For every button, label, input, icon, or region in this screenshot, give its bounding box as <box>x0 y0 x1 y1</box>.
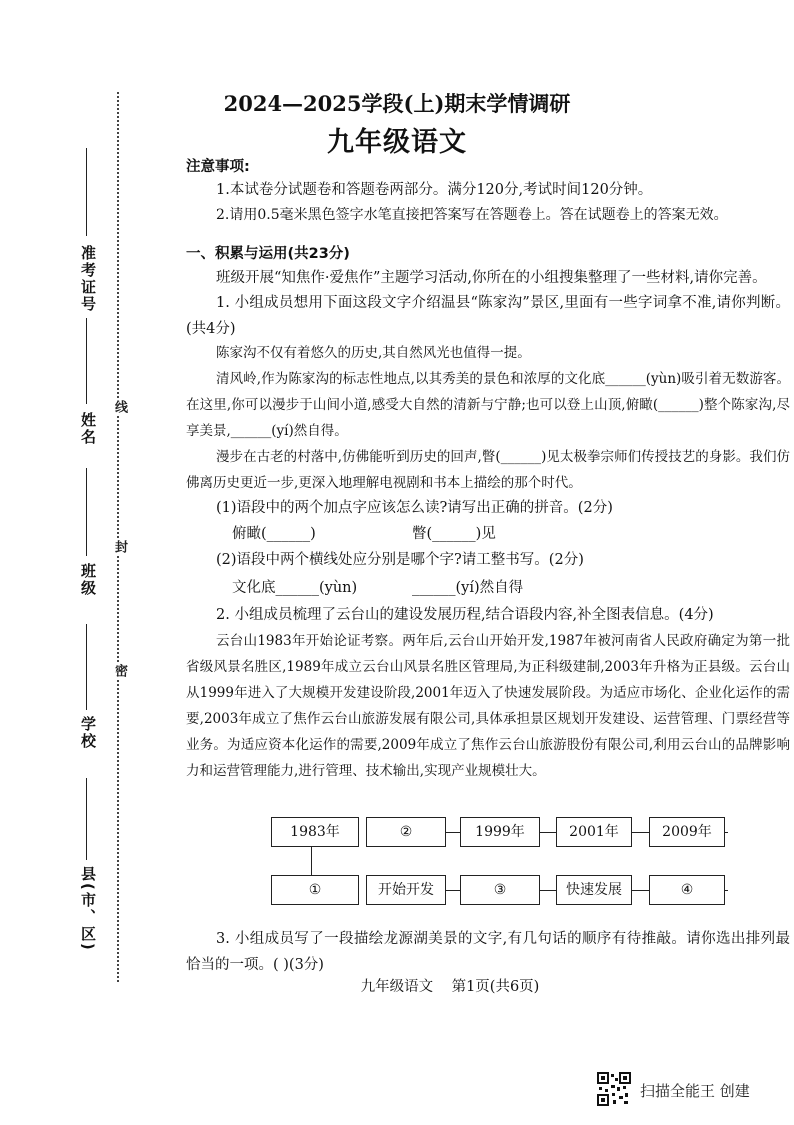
subquestion-1-blank-a: 俯瞰(______) <box>232 526 316 542</box>
timeline-top-box-2: ② <box>366 817 446 847</box>
section-heading: 一、积累与运用(共23分) <box>186 246 350 262</box>
timeline-top-box-4: 2001年 <box>556 817 632 847</box>
seal-mark-secret: 密 <box>112 664 127 677</box>
question-1: 1. 小组成员想用下面这段文字介绍温县“陈家沟”景区,里面有一些字词拿不准,请你判断。(共4分) <box>186 295 790 337</box>
subquestion-2-blank-a: 文化底______(yùn) <box>232 580 358 596</box>
qr-code-icon <box>597 1072 631 1106</box>
page-footer: 九年级语文 第1页(共6页) <box>360 979 540 995</box>
timeline-bottom-box-5: ④ <box>649 875 725 905</box>
timeline-bottom-box-2: 开始开发 <box>366 875 446 905</box>
timeline-top-box-1: 1983年 <box>271 817 359 847</box>
name-line <box>86 318 87 404</box>
timeline-top-box-3: 1999年 <box>460 817 540 847</box>
subquestion-2: (2)语段中两个横线处应分别是哪个字?请工整书写。(2分) <box>216 552 584 568</box>
exam-number-label: 准考证号 <box>79 245 97 313</box>
timeline-bottom-box-1: ① <box>271 875 359 905</box>
passage-paragraph-3: 漫步在古老的村落中,仿佛能听到历史的回声,瞥(______)见太极拳宗师们传授技艺的身影。我们仿佛离历史更近一步,更深入地理解电视剧和书本上描绘的那个时代。 <box>186 449 790 491</box>
question-3: 3. 小组成员写了一段描绘龙源湖美景的文字,有几句话的顺序有待推敲。请你选出排列最恰当的一项。( )(3分) <box>186 931 790 973</box>
subquestion-1: (1)语段中的两个加点字应该怎么读?请写出正确的拼音。(2分) <box>216 500 613 516</box>
seal-mark-seal: 封 <box>112 540 127 553</box>
binding-dotted-line <box>117 92 119 982</box>
name-label: 姓名 <box>79 412 97 446</box>
timeline-top-box-5: 2009年 <box>649 817 725 847</box>
subquestion-1-blank-b: 瞥(______)见 <box>412 526 496 542</box>
scanner-watermark: 扫描全能王 创建 <box>640 1082 750 1100</box>
notice-heading: 注意事项: <box>186 159 250 175</box>
exam-subject: 九年级语文 <box>327 127 467 158</box>
notice-item-1: 1.本试卷分试题卷和答题卷两部分。满分120分,考试时间120分钟。 <box>216 182 653 198</box>
school-label: 学校 <box>79 716 97 750</box>
question-2-passage: 云台山1983年开始论证考察。两年后,云台山开始开发,1987年被河南省人民政府确定为第一批省级风景名胜区,1989年成立云台山风景名胜区管理局,为正科级建制,2003年升格为正县级。云台山从1999年进入了大规模开发建设阶段,2001年迈入了快速发展阶段。为适应市场化、企业化运作的需要,2003年成立了焦作云台山旅游发展有限公司,具体承担景区规划开发建设、运营管理、门票经营等业务。为适应资本化运作的需要,2009年成立了焦作云台山旅游股份有限公司,利用云台山的品牌影响力和运营管理能力,进行管理、技术输出,实现产业规模壮大。 <box>186 633 790 779</box>
class-label: 班级 <box>79 563 97 597</box>
county-line <box>86 778 87 860</box>
subquestion-2-blank-b: ______(yí)然自得 <box>412 580 524 596</box>
timeline-bottom-box-4: 快速发展 <box>556 875 632 905</box>
question-2: 2. 小组成员梳理了云台山的建设发展历程,结合语段内容,补全图表信息。(4分) <box>216 607 714 623</box>
exam-title: 2024—2025学段(上)期末学情调研 <box>223 91 571 116</box>
county-label: 县(市、区) <box>79 866 97 952</box>
seal-mark-line: 线 <box>112 400 127 413</box>
notice-item-2: 2.请用0.5毫米黑色签字水笔直接把答案写在答题卷上。答在试题卷上的答案无效。 <box>216 207 728 223</box>
timeline-bottom-box-3: ③ <box>460 875 540 905</box>
passage-paragraph-1: 陈家沟不仅有着悠久的历史,其自然风光也值得一提。 <box>216 345 531 361</box>
timeline-vertical-connector <box>311 846 312 876</box>
passage-paragraph-2: 清风岭,作为陈家沟的标志性地点,以其秀美的景色和浓厚的文化底______(yùn)吸引着无数游客。在这里,你可以漫步于山间小道,感受大自然的清新与宁静;也可以登上山顶,俯瞰(______)整个陈家沟,尽享美景,______(yí)然自得。 <box>186 371 790 439</box>
exam-number-line <box>86 148 87 236</box>
class-line <box>86 468 87 556</box>
section-intro: 班级开展“知焦作·爱焦作”主题学习活动,你所在的小组搜集整理了一些材料,请你完善。 <box>216 270 767 286</box>
school-line <box>86 624 87 710</box>
